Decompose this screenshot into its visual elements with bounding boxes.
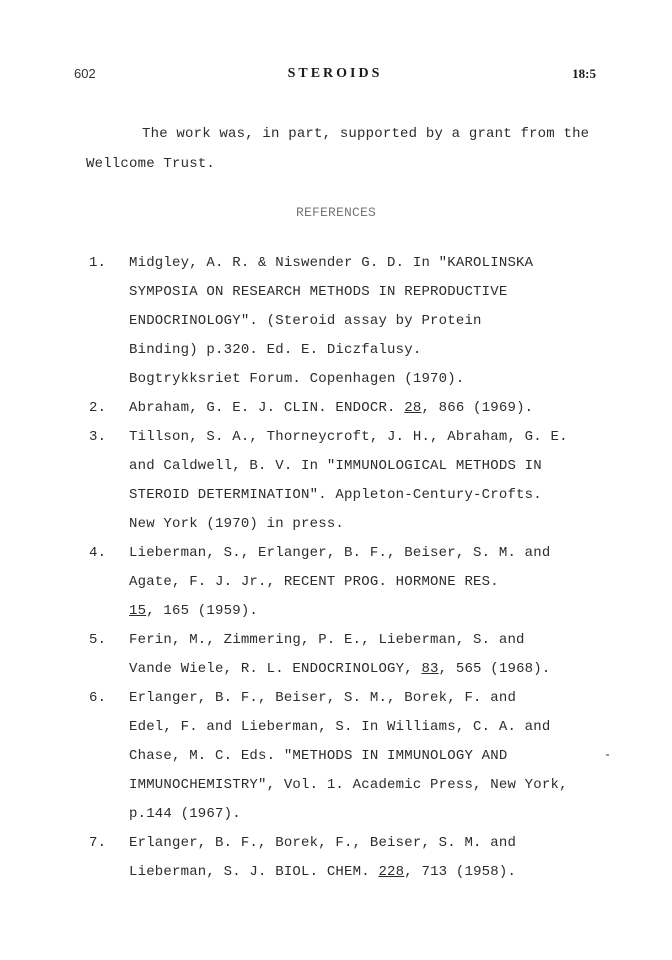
reference-line: ENDOCRINOLOGY". (Steroid assay by Protein <box>129 313 482 329</box>
reference-number: 3. <box>89 429 107 445</box>
page-header <box>74 66 596 86</box>
reference-number: 4. <box>89 545 107 561</box>
reference-line: Ferin, M., Zimmering, P. E., Lieberman, S. and <box>129 632 525 648</box>
reference-line: STEROID DETERMINATION". Appleton-Century-Crofts. <box>129 487 542 503</box>
volume-number: 15 <box>129 603 147 619</box>
reference-line: Abraham, G. E. J. CLIN. ENDOCR. 28, 866 (1969). <box>129 400 534 416</box>
reference-line: Agate, F. J. Jr., RECENT PROG. HORMONE RES. <box>129 574 499 590</box>
speck <box>606 754 609 756</box>
reference-number: 5. <box>89 632 107 648</box>
reference-line: Midgley, A. R. & Niswender G. D. In "KAROLINSKA <box>129 255 534 271</box>
volume-number: 83 <box>421 661 439 677</box>
issue-number: 18:5 <box>572 66 596 81</box>
acknowledgement-line-1: The work was, in part, supported by a grant from the <box>142 126 590 142</box>
reference-line: Bogtrykksriet Forum. Copenhagen (1970). <box>129 371 465 387</box>
references-heading: REFERENCES <box>295 205 376 220</box>
page-number: 602 <box>74 66 96 81</box>
reference-line: Chase, M. C. Eds. "METHODS IN IMMUNOLOGY AND <box>129 748 508 764</box>
reference-number: 2. <box>89 400 107 416</box>
reference-line: p.144 (1967). <box>129 806 241 822</box>
reference-line: and Caldwell, B. V. In "IMMUNOLOGICAL METHODS IN <box>129 458 542 474</box>
reference-number: 7. <box>89 835 107 851</box>
volume-number: 228 <box>378 864 405 880</box>
reference-line: 15, 165 (1959). <box>129 603 259 619</box>
reference-line: Edel, F. and Lieberman, S. In Williams, C. A. and <box>129 719 551 735</box>
reference-line: IMMUNOCHEMISTRY", Vol. 1. Academic Press, New York, <box>129 777 568 793</box>
reference-line: Vande Wiele, R. L. ENDOCRINOLOGY, 83, 565 (1968). <box>129 661 551 677</box>
reference-line: New York (1970) in press. <box>129 516 345 532</box>
reference-number: 1. <box>89 255 107 271</box>
reference-line: Binding) p.320. Ed. E. Diczfalusy. <box>129 342 422 358</box>
reference-number: 6. <box>89 690 107 706</box>
reference-line: SYMPOSIA ON RESEARCH METHODS IN REPRODUCTIVE <box>129 284 508 300</box>
acknowledgement-line-2: Wellcome Trust. <box>86 156 216 172</box>
journal-title: STEROIDS <box>287 66 383 81</box>
volume-number: 28 <box>404 400 422 416</box>
reference-line: Erlanger, B. F., Beiser, S. M., Borek, F. and <box>129 690 517 706</box>
reference-line: Tillson, S. A., Thorneycroft, J. H., Abraham, G. E. <box>129 429 568 445</box>
reference-line: Erlanger, B. F., Borek, F., Beiser, S. M. and <box>129 835 517 851</box>
reference-line: Lieberman, S. J. BIOL. CHEM. 228, 713 (1958). <box>129 864 517 880</box>
reference-line: Lieberman, S., Erlanger, B. F., Beiser, S. M. and <box>129 545 551 561</box>
